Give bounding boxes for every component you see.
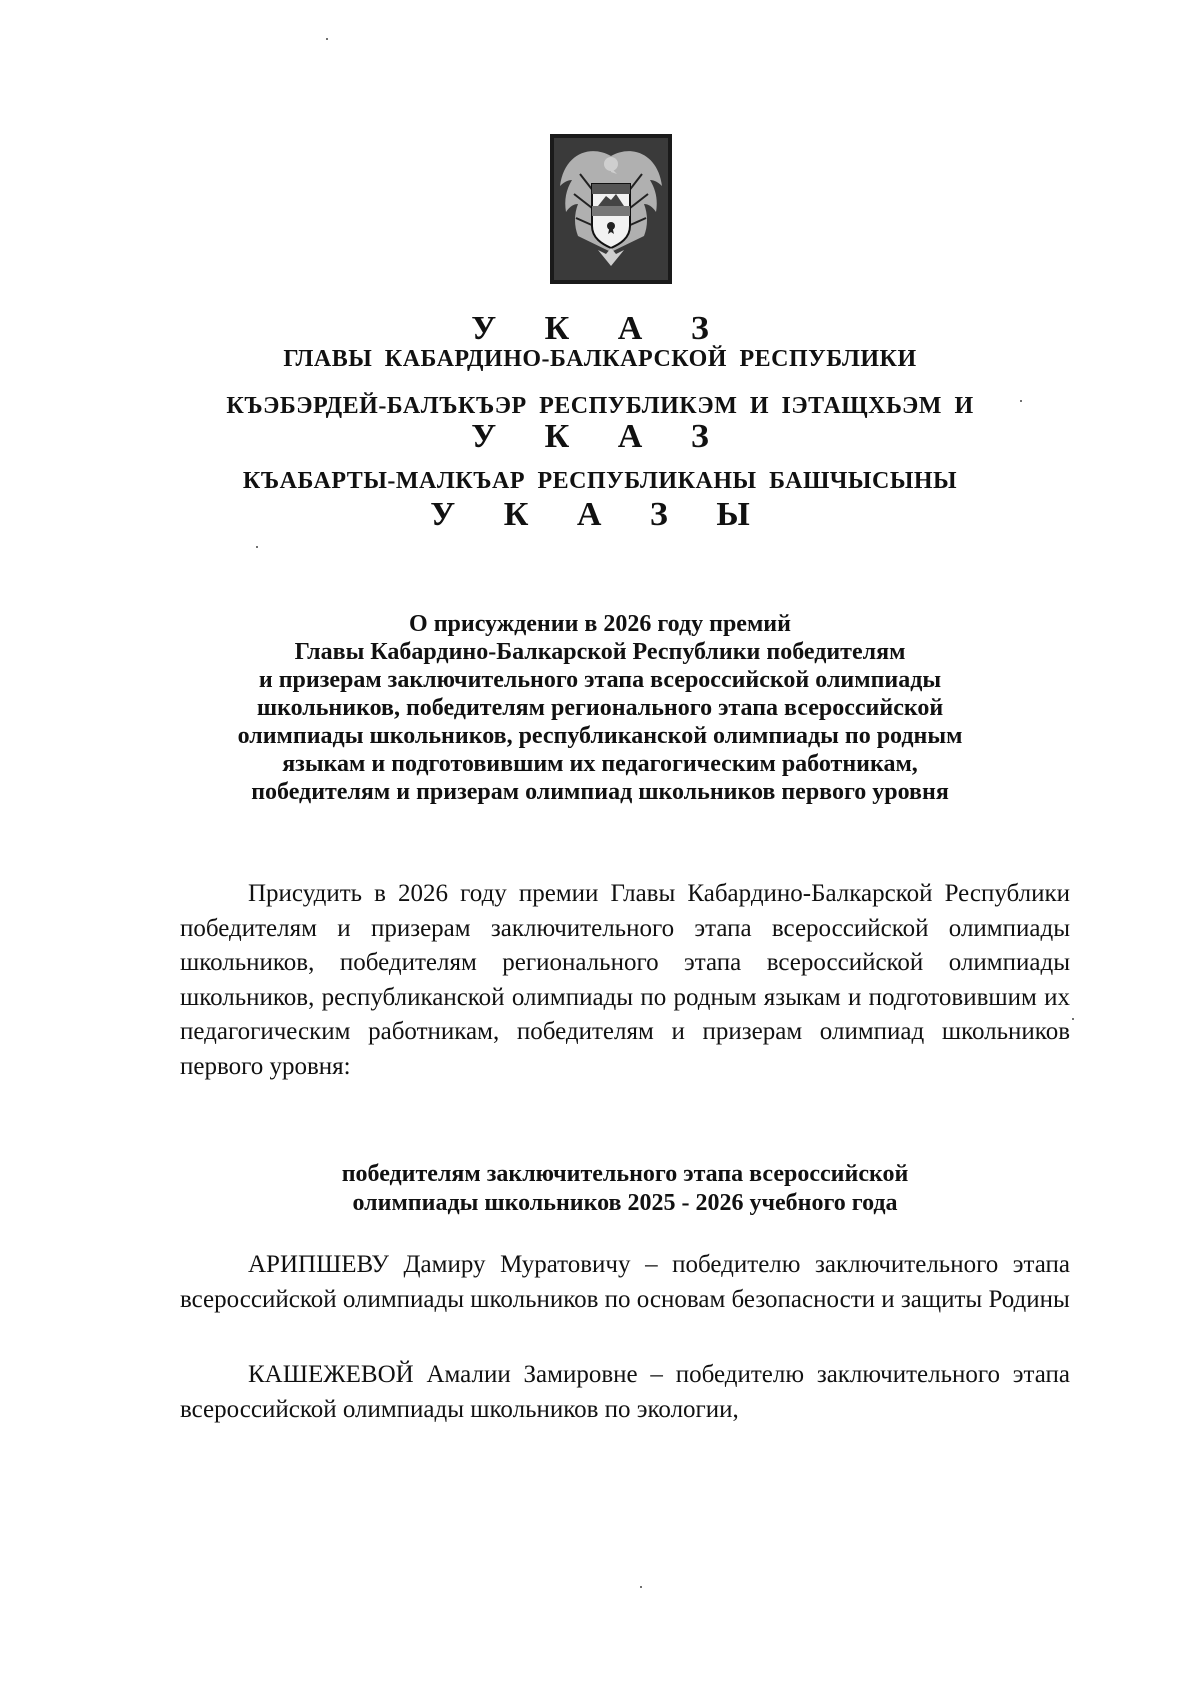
issuer-name-krc: КЪАБАРТЫ-МАЛКЪАР РЕСПУБЛИКАНЫ БАШЧЫСЫНЫ (242, 468, 958, 494)
title-line: и призерам заключительного этапа всероссийской олимпиады (258, 667, 942, 693)
title-line: О присуждении в 2026 году премий (409, 611, 791, 637)
issuer-name-ru: ГЛАВЫ КАБАРДИНО-БАЛКАРСКОЙ РЕСПУБЛИКИ (283, 346, 917, 372)
scan-speck (640, 1586, 642, 1588)
section-heading-line: олимпиады школьников 2025 - 2026 учебного года (352, 1190, 898, 1216)
kbr-coat-of-arms-icon (550, 134, 672, 284)
decree-title-ru: У К А З (471, 310, 729, 347)
title-line: победителям и призерам олимпиад школьников первого уровня (251, 779, 949, 805)
section-heading (180, 1160, 1070, 1218)
decree-subject-title (170, 610, 1030, 806)
awardee-entry: КАШЕЖЕВОЙ Амалии Замировне – победителю заключительного этапа всероссийской олимпиады школьников по экологии, (180, 1361, 1070, 1423)
title-line: олимпиады школьников, республиканской олимпиады по родным (237, 723, 963, 749)
decree-title-kbd: У К А З (471, 418, 729, 455)
scan-speck (326, 38, 328, 40)
issuer-name-kbd: КЪЭБЭРДЕЙ-БАЛЪКЪЭР РЕСПУБЛИКЭМ И IЭТАЩХЬЭМ И (226, 393, 974, 419)
scan-speck (256, 546, 258, 548)
title-line: Главы Кабардино-Балкарской Республики победителям (294, 639, 906, 665)
scan-speck (1072, 1018, 1074, 1020)
awardee-entry: АРИПШЕВУ Дамиру Муратовичу – победителю заключительного этапа всероссийской олимпиады школьников по основам безопасности и защиты Родины (180, 1251, 1070, 1313)
section-heading-line: победителям заключительного этапа всероссийской (341, 1161, 909, 1187)
decree-title-krc: У К А З Ы (430, 496, 770, 533)
title-line: школьников, победителям регионального этапа всероссийской (256, 695, 944, 721)
scan-speck (1020, 400, 1022, 402)
decree-intro-paragraph: Присудить в 2026 году премии Главы Кабардино-Балкарской Республики победителям и призерам заключительного этапа всероссийской олимпиады школьников, победителям регионального этапа всероссийской олимпиады школьников, республиканской олимпиады по родным языкам и подготовившим их педагогическим работникам, победителям и призерам олимпиад школьников первого уровня: (180, 880, 1070, 1080)
title-line: языкам и подготовившим их педагогическим работникам, (282, 751, 918, 777)
